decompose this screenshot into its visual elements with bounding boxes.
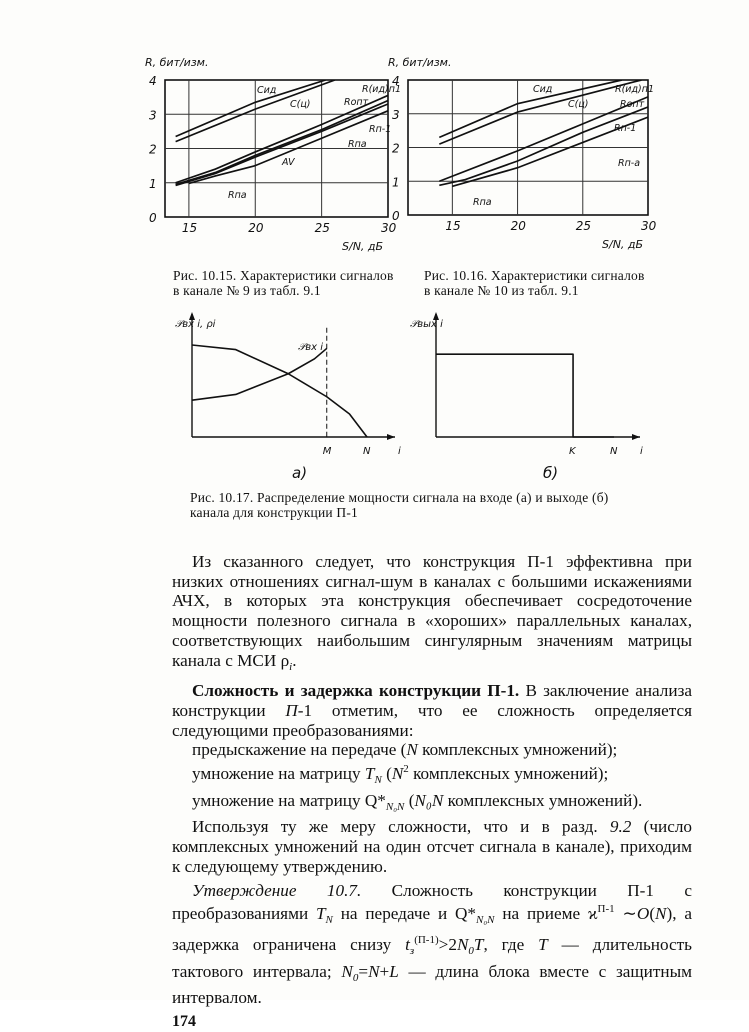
text-segment: >2 [438,934,457,954]
y-axis-label: 𝒫вых i [410,319,443,330]
panel-label: б) [543,464,559,482]
text-segment: Сложность и задержка конструкции П-1. [192,681,520,701]
curve-label: Rпа [228,190,247,201]
figure-10-17-caption [190,490,608,520]
text-segment: 9.2 [609,817,632,837]
paragraph [172,552,692,677]
text-segment: Утверждение 10.7. [192,880,362,900]
figure-10-15-caption [173,268,394,298]
text-segment: на передаче и Q* [332,904,476,924]
curve-label: 𝒫вх i [298,342,323,353]
text-segment: i [289,660,293,673]
text-segment: N [368,961,380,981]
y-tick-label: 2 [149,142,157,157]
y-tick-label: 3 [392,107,400,122]
y-axis-label: R, бит/изм. [388,56,452,69]
text-segment: комплексных умножений). [443,790,643,810]
axis-mark-N: N [363,446,371,457]
curve-label: Cид [533,84,553,95]
caption-line: канала для конструкции П-1 [190,505,359,520]
text-segment: N [391,764,404,784]
text-segment: Сложность конструкции П-1 с преобразованиями [172,880,692,924]
text-segment: T [364,764,375,784]
text-segment: = [358,961,369,981]
text-segment: 0 [352,971,359,984]
y-axis-label: 𝒫вх i, ρi [175,319,216,330]
curve-label: Rп-1 [614,123,637,134]
text-segment: П [285,700,298,720]
axis-mark-M: M [322,446,332,457]
text-segment: ), а задержка ограничена снизу [172,904,692,954]
text-segment: O [636,904,650,924]
body-text [172,552,692,1008]
caption-line: Рис. 10.17. Распределение мощности сигнала на входе (а) и выходе (б) [190,490,609,505]
text-segment: N [374,774,382,787]
text-segment: 0 [468,944,474,957]
text-segment: . [292,650,297,670]
text-segment: N₀N [476,914,495,927]
caption-line: Рис. 10.16. Характеристики сигналов [424,268,645,283]
text-column [172,552,692,1032]
series-line [192,345,367,437]
curve-label: Rпа [348,139,367,150]
text-segment: 2 [403,763,409,776]
paragraph [172,681,692,740]
y-tick-label: 0 [392,209,400,223]
figure-10-16-caption [424,268,645,298]
y-tick-label: 4 [149,74,157,88]
text-segment: предыскажение на передаче ( [192,740,407,760]
text-segment: N₀N [385,800,405,813]
text-segment: ( [404,790,415,810]
x-axis-arrow-icon [387,434,395,440]
series-line [436,354,614,437]
x-axis-label: S/N, дБ [602,238,644,251]
text-segment: N [456,934,469,954]
axis-mark-N: N [610,446,618,457]
y-tick-label: 1 [392,175,400,190]
x-tick-label: 30 [641,219,657,233]
series-line [192,348,327,400]
text-segment: умножение на матрицу Q* [192,790,386,810]
text-segment: T [538,934,548,954]
text-segment: T [315,904,326,924]
curve-label: C(ц) [290,99,311,110]
x-axis-label: i [398,446,401,457]
x-tick-label: 30 [381,221,397,235]
y-tick-label: 4 [392,74,400,88]
paragraph [172,791,692,818]
text-segment: ∼ [614,904,637,924]
curve-label: Rпа [473,197,492,208]
caption-line: в канале № 10 из табл. 9.1 [424,283,579,298]
series-line-Rопт [439,107,648,185]
series-line-Rп1(ид) [439,97,648,181]
text-segment: T [473,934,484,954]
text-segment: N [341,961,353,981]
text-segment: ( [649,904,656,924]
text-segment: N [406,740,418,760]
caption-line: Рис. 10.15. Характеристики сигналов [173,268,394,283]
text-segment: N₀N [414,790,444,810]
text-segment: N [325,914,333,927]
text-segment: , где [483,934,539,954]
curve-label: C(ц) [568,99,589,110]
x-tick-label: 15 [445,219,461,233]
curve-label: Cид [257,85,277,96]
text-segment: t [405,934,410,954]
x-tick-label: 25 [575,219,592,233]
paragraph [172,817,692,876]
text-segment: ( [381,764,392,784]
text-segment: комплексных умножений); [408,764,609,784]
y-tick-label: 3 [149,108,157,123]
x-axis-label: S/N, дБ [342,240,384,253]
x-tick-label: 20 [248,221,264,235]
page-number: 174 [172,1013,196,1031]
curve-label: Rп-1 [369,124,392,135]
text-segment: L [389,961,399,981]
text-segment: -1 отметим, что ее сложность определяется следующими преобразованиями: [172,700,692,740]
text-segment: N [655,904,667,924]
text-segment: з [409,944,415,957]
paragraph [172,881,692,1009]
y-tick-label: 2 [392,141,400,156]
text-segment: на приеме ϰ [494,904,598,924]
text-segment: Из сказанного следует, что конструкция П-1 эффективна при низких отношениях сигнал-шум в каналах с большими искажениями АЧХ, в которых эта конструкция обеспечивает сосредоточение мощности полезного сигнала в «хороших» параллельных каналах, соответствующих наибольшим сингулярным значениям матрицы канала с МСИ ρ [172,552,692,670]
paragraph [172,740,692,760]
x-tick-label: 25 [314,221,330,235]
text-segment: В заключение анализа конструкции [172,681,692,720]
text-segment: (П-1) [414,933,439,946]
y-axis-label: R, бит/изм. [145,56,209,69]
x-axis-arrow-icon [632,434,640,440]
x-tick-label: 15 [181,221,198,235]
paragraph [172,760,692,791]
text-segment: — длительность тактового интервала; [172,934,692,981]
y-tick-label: 0 [149,211,157,225]
text-segment: умножение на матрицу [192,764,365,784]
axis-mark-K: K [569,446,576,457]
text-segment: комплексных умножений); [417,740,618,760]
curve-label: Rп-а [618,158,641,169]
panel-label: а) [292,464,308,482]
y-tick-label: 1 [149,176,157,191]
text-segment: (число комплексных умножений на один отсчет сигнала в канале), приходим к следующему утверждению. [172,817,692,876]
x-tick-label: 20 [510,219,526,233]
curve-label: R(ид)п1 [615,84,655,95]
curve-label: AV [282,157,295,168]
text-segment: П-1 [597,903,615,916]
text-segment: + [379,961,390,981]
text-segment: — длина блока вместе с защитным интервалом. [172,961,692,1008]
curve-label: Rопт [344,97,369,108]
curve-label: R(ид)п1 [362,84,402,95]
caption-line: в канале № 9 из табл. 9.1 [173,283,321,298]
x-axis-label: i [640,446,643,457]
curve-label: Rопт [620,99,645,110]
text-segment: Используя ту же меру сложности, что и в разд. [192,817,610,837]
